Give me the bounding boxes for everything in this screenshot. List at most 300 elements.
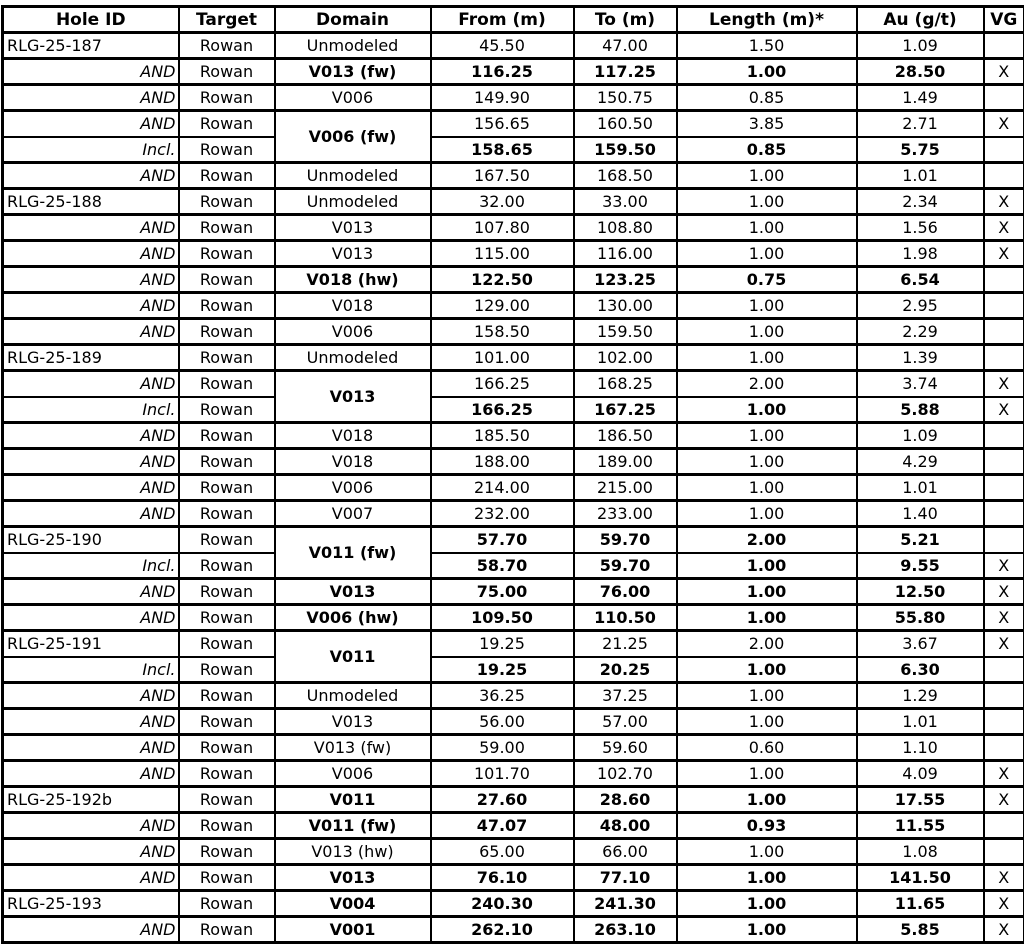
au-cell: 6.54 (857, 267, 984, 293)
target-cell: Rowan (179, 839, 275, 865)
to-cell: 233.00 (574, 501, 677, 527)
domain-cell: V006 (275, 85, 431, 111)
table-row (3, 215, 1024, 241)
au-cell: 9.55 (857, 553, 984, 579)
domain-cell: V013 (275, 709, 431, 735)
length-cell: 1.00 (677, 189, 857, 215)
from-cell: 158.65 (431, 137, 574, 163)
length-cell: 1.00 (677, 891, 857, 917)
hole-id-cell: AND (3, 761, 179, 787)
from-cell: 129.00 (431, 293, 574, 319)
to-cell: 160.50 (574, 111, 677, 137)
target-cell: Rowan (179, 553, 275, 579)
to-cell: 159.50 (574, 137, 677, 163)
au-cell: 11.55 (857, 813, 984, 839)
au-cell: 28.50 (857, 59, 984, 85)
au-cell: 5.75 (857, 137, 984, 163)
au-cell: 1.40 (857, 501, 984, 527)
vg-cell: X (984, 917, 1024, 943)
target-cell: Rowan (179, 215, 275, 241)
vg-cell (984, 735, 1024, 761)
to-cell: 59.70 (574, 527, 677, 553)
from-cell: 107.80 (431, 215, 574, 241)
target-cell: Rowan (179, 423, 275, 449)
table-header-row (3, 7, 1024, 33)
from-cell: 240.30 (431, 891, 574, 917)
to-cell: 159.50 (574, 319, 677, 345)
table-row (3, 631, 1024, 657)
length-cell: 2.00 (677, 631, 857, 657)
vg-cell (984, 449, 1024, 475)
au-cell: 1.29 (857, 683, 984, 709)
to-cell: 33.00 (574, 189, 677, 215)
vg-cell (984, 683, 1024, 709)
hole-id-cell: AND (3, 605, 179, 631)
length-cell: 1.00 (677, 865, 857, 891)
to-cell: 20.25 (574, 657, 677, 683)
vg-cell (984, 137, 1024, 163)
target-cell: Rowan (179, 475, 275, 501)
au-cell: 4.09 (857, 761, 984, 787)
to-cell: 168.25 (574, 371, 677, 397)
table-row (3, 657, 1024, 683)
from-cell: 115.00 (431, 241, 574, 267)
from-cell: 19.25 (431, 631, 574, 657)
vg-cell: X (984, 553, 1024, 579)
table-body (3, 33, 1024, 943)
table-row (3, 865, 1024, 891)
vg-cell: X (984, 891, 1024, 917)
table-row (3, 241, 1024, 267)
domain-cell: V006 (275, 319, 431, 345)
to-cell: 48.00 (574, 813, 677, 839)
from-cell: 45.50 (431, 33, 574, 59)
au-cell: 11.65 (857, 891, 984, 917)
table-row (3, 605, 1024, 631)
length-cell: 1.00 (677, 215, 857, 241)
to-cell: 215.00 (574, 475, 677, 501)
from-cell: 101.00 (431, 345, 574, 371)
to-cell: 189.00 (574, 449, 677, 475)
hole-id-cell: AND (3, 813, 179, 839)
domain-cell: Unmodeled (275, 189, 431, 215)
target-cell: Rowan (179, 449, 275, 475)
length-cell: 1.00 (677, 423, 857, 449)
au-cell: 5.85 (857, 917, 984, 943)
from-cell: 101.70 (431, 761, 574, 787)
au-cell: 1.01 (857, 709, 984, 735)
domain-cell: V013 (hw) (275, 839, 431, 865)
from-cell: 76.10 (431, 865, 574, 891)
target-cell: Rowan (179, 761, 275, 787)
target-cell: Rowan (179, 371, 275, 397)
hole-id-cell: RLG-25-192b (3, 787, 179, 813)
target-cell: Rowan (179, 891, 275, 917)
from-cell: 58.70 (431, 553, 574, 579)
domain-cell: V018 (hw) (275, 267, 431, 293)
table-row (3, 371, 1024, 397)
length-cell: 0.85 (677, 85, 857, 111)
hole-id-cell: Incl. (3, 657, 179, 683)
domain-cell: V013 (fw) (275, 59, 431, 85)
length-cell: 1.00 (677, 345, 857, 371)
from-cell: 27.60 (431, 787, 574, 813)
from-cell: 158.50 (431, 319, 574, 345)
results-table (1, 5, 1024, 944)
to-cell: 167.25 (574, 397, 677, 423)
to-cell: 47.00 (574, 33, 677, 59)
vg-cell (984, 163, 1024, 189)
au-cell: 2.29 (857, 319, 984, 345)
from-cell: 214.00 (431, 475, 574, 501)
au-cell: 2.71 (857, 111, 984, 137)
hole-id-cell: AND (3, 85, 179, 111)
au-cell: 1.01 (857, 163, 984, 189)
length-cell: 1.00 (677, 683, 857, 709)
to-cell: 168.50 (574, 163, 677, 189)
vg-cell: X (984, 397, 1024, 423)
from-cell: 167.50 (431, 163, 574, 189)
au-cell: 1.49 (857, 85, 984, 111)
column-header-vg: VG (984, 7, 1024, 33)
table-row (3, 267, 1024, 293)
vg-cell (984, 475, 1024, 501)
table-row (3, 85, 1024, 111)
domain-cell: Unmodeled (275, 163, 431, 189)
vg-cell: X (984, 215, 1024, 241)
to-cell: 130.00 (574, 293, 677, 319)
domain-cell: V013 (275, 865, 431, 891)
au-cell: 6.30 (857, 657, 984, 683)
table-row (3, 137, 1024, 163)
to-cell: 110.50 (574, 605, 677, 631)
hole-id-cell: AND (3, 267, 179, 293)
target-cell: Rowan (179, 319, 275, 345)
domain-cell: V011 (fw) (275, 813, 431, 839)
target-cell: Rowan (179, 163, 275, 189)
table-row (3, 709, 1024, 735)
au-cell: 17.55 (857, 787, 984, 813)
domain-cell: V006 (fw) (275, 111, 431, 163)
vg-cell (984, 839, 1024, 865)
from-cell: 116.25 (431, 59, 574, 85)
hole-id-cell: Incl. (3, 553, 179, 579)
target-cell: Rowan (179, 813, 275, 839)
to-cell: 102.70 (574, 761, 677, 787)
au-cell: 1.10 (857, 735, 984, 761)
hole-id-cell: AND (3, 111, 179, 137)
hole-id-cell: AND (3, 371, 179, 397)
vg-cell: X (984, 111, 1024, 137)
target-cell: Rowan (179, 527, 275, 553)
target-cell: Rowan (179, 917, 275, 943)
domain-cell: V018 (275, 293, 431, 319)
domain-cell: Unmodeled (275, 345, 431, 371)
vg-cell (984, 293, 1024, 319)
to-cell: 37.25 (574, 683, 677, 709)
vg-cell: X (984, 761, 1024, 787)
from-cell: 156.65 (431, 111, 574, 137)
target-cell: Rowan (179, 241, 275, 267)
column-header-to: To (m) (574, 7, 677, 33)
length-cell: 1.00 (677, 163, 857, 189)
vg-cell (984, 267, 1024, 293)
table-row (3, 735, 1024, 761)
length-cell: 0.75 (677, 267, 857, 293)
to-cell: 116.00 (574, 241, 677, 267)
table-row (3, 761, 1024, 787)
hole-id-cell: RLG-25-189 (3, 345, 179, 371)
target-cell: Rowan (179, 787, 275, 813)
au-cell: 5.88 (857, 397, 984, 423)
vg-cell: X (984, 865, 1024, 891)
from-cell: 122.50 (431, 267, 574, 293)
length-cell: 2.00 (677, 371, 857, 397)
hole-id-cell: RLG-25-187 (3, 33, 179, 59)
column-header-domain: Domain (275, 7, 431, 33)
from-cell: 188.00 (431, 449, 574, 475)
target-cell: Rowan (179, 657, 275, 683)
to-cell: 150.75 (574, 85, 677, 111)
table-row (3, 319, 1024, 345)
hole-id-cell: AND (3, 293, 179, 319)
au-cell: 4.29 (857, 449, 984, 475)
hole-id-cell: AND (3, 839, 179, 865)
length-cell: 1.00 (677, 319, 857, 345)
au-cell: 12.50 (857, 579, 984, 605)
vg-cell: X (984, 787, 1024, 813)
hole-id-cell: AND (3, 917, 179, 943)
domain-cell: V018 (275, 449, 431, 475)
vg-cell: X (984, 605, 1024, 631)
hole-id-cell: Incl. (3, 137, 179, 163)
to-cell: 241.30 (574, 891, 677, 917)
au-cell: 5.21 (857, 527, 984, 553)
target-cell: Rowan (179, 33, 275, 59)
target-cell: Rowan (179, 631, 275, 657)
to-cell: 102.00 (574, 345, 677, 371)
target-cell: Rowan (179, 85, 275, 111)
target-cell: Rowan (179, 579, 275, 605)
length-cell: 1.00 (677, 657, 857, 683)
hole-id-cell: AND (3, 319, 179, 345)
table-row (3, 449, 1024, 475)
domain-cell: V006 (275, 761, 431, 787)
vg-cell (984, 527, 1024, 553)
hole-id-cell: AND (3, 683, 179, 709)
domain-cell: V013 (275, 241, 431, 267)
vg-cell: X (984, 371, 1024, 397)
from-cell: 59.00 (431, 735, 574, 761)
from-cell: 109.50 (431, 605, 574, 631)
hole-id-cell: AND (3, 423, 179, 449)
domain-cell: V001 (275, 917, 431, 943)
vg-cell (984, 33, 1024, 59)
table-row (3, 59, 1024, 85)
table-row (3, 839, 1024, 865)
from-cell: 232.00 (431, 501, 574, 527)
from-cell: 75.00 (431, 579, 574, 605)
target-cell: Rowan (179, 137, 275, 163)
from-cell: 166.25 (431, 371, 574, 397)
target-cell: Rowan (179, 293, 275, 319)
vg-cell (984, 85, 1024, 111)
target-cell: Rowan (179, 735, 275, 761)
au-cell: 1.56 (857, 215, 984, 241)
vg-cell (984, 345, 1024, 371)
from-cell: 262.10 (431, 917, 574, 943)
from-cell: 65.00 (431, 839, 574, 865)
length-cell: 1.00 (677, 241, 857, 267)
table-row (3, 553, 1024, 579)
table-row (3, 163, 1024, 189)
length-cell: 1.00 (677, 605, 857, 631)
table-row (3, 111, 1024, 137)
hole-id-cell: AND (3, 709, 179, 735)
table-row (3, 787, 1024, 813)
to-cell: 59.60 (574, 735, 677, 761)
to-cell: 108.80 (574, 215, 677, 241)
hole-id-cell: AND (3, 475, 179, 501)
au-cell: 3.67 (857, 631, 984, 657)
length-cell: 2.00 (677, 527, 857, 553)
table-row (3, 189, 1024, 215)
au-cell: 55.80 (857, 605, 984, 631)
domain-cell: V013 (275, 371, 431, 423)
table-row (3, 33, 1024, 59)
to-cell: 66.00 (574, 839, 677, 865)
table-row (3, 397, 1024, 423)
to-cell: 59.70 (574, 553, 677, 579)
length-cell: 1.00 (677, 449, 857, 475)
au-cell: 141.50 (857, 865, 984, 891)
vg-cell (984, 657, 1024, 683)
target-cell: Rowan (179, 267, 275, 293)
from-cell: 149.90 (431, 85, 574, 111)
target-cell: Rowan (179, 345, 275, 371)
to-cell: 263.10 (574, 917, 677, 943)
length-cell: 1.00 (677, 709, 857, 735)
table-row (3, 813, 1024, 839)
domain-cell: V007 (275, 501, 431, 527)
length-cell: 1.00 (677, 59, 857, 85)
length-cell: 1.00 (677, 501, 857, 527)
column-header-au: Au (g/t) (857, 7, 984, 33)
length-cell: 3.85 (677, 111, 857, 137)
au-cell: 1.98 (857, 241, 984, 267)
vg-cell: X (984, 189, 1024, 215)
hole-id-cell: AND (3, 501, 179, 527)
from-cell: 47.07 (431, 813, 574, 839)
target-cell: Rowan (179, 59, 275, 85)
au-cell: 2.34 (857, 189, 984, 215)
hole-id-cell: RLG-25-188 (3, 189, 179, 215)
vg-cell (984, 709, 1024, 735)
length-cell: 1.50 (677, 33, 857, 59)
hole-id-cell: AND (3, 449, 179, 475)
domain-cell: Unmodeled (275, 683, 431, 709)
hole-id-cell: AND (3, 735, 179, 761)
vg-cell: X (984, 241, 1024, 267)
length-cell: 1.00 (677, 475, 857, 501)
au-cell: 1.09 (857, 33, 984, 59)
target-cell: Rowan (179, 501, 275, 527)
table-row (3, 683, 1024, 709)
length-cell: 1.00 (677, 579, 857, 605)
vg-cell: X (984, 631, 1024, 657)
length-cell: 1.00 (677, 839, 857, 865)
table-row (3, 423, 1024, 449)
hole-id-cell: AND (3, 579, 179, 605)
column-header-target: Target (179, 7, 275, 33)
domain-cell: V013 (fw) (275, 735, 431, 761)
vg-cell: X (984, 579, 1024, 605)
length-cell: 0.85 (677, 137, 857, 163)
domain-cell: V006 (275, 475, 431, 501)
vg-cell (984, 501, 1024, 527)
au-cell: 1.01 (857, 475, 984, 501)
from-cell: 166.25 (431, 397, 574, 423)
to-cell: 77.10 (574, 865, 677, 891)
domain-cell: V006 (hw) (275, 605, 431, 631)
table-row (3, 527, 1024, 553)
from-cell: 57.70 (431, 527, 574, 553)
target-cell: Rowan (179, 865, 275, 891)
table-row (3, 345, 1024, 371)
target-cell: Rowan (179, 709, 275, 735)
au-cell: 1.08 (857, 839, 984, 865)
from-cell: 56.00 (431, 709, 574, 735)
to-cell: 57.00 (574, 709, 677, 735)
target-cell: Rowan (179, 397, 275, 423)
vg-cell (984, 813, 1024, 839)
target-cell: Rowan (179, 683, 275, 709)
hole-id-cell: AND (3, 59, 179, 85)
hole-id-cell: RLG-25-190 (3, 527, 179, 553)
target-cell: Rowan (179, 111, 275, 137)
hole-id-cell: AND (3, 163, 179, 189)
to-cell: 28.60 (574, 787, 677, 813)
domain-cell: V018 (275, 423, 431, 449)
length-cell: 1.00 (677, 293, 857, 319)
length-cell: 1.00 (677, 917, 857, 943)
from-cell: 32.00 (431, 189, 574, 215)
target-cell: Rowan (179, 605, 275, 631)
domain-cell: V011 (275, 631, 431, 683)
hole-id-cell: AND (3, 215, 179, 241)
to-cell: 117.25 (574, 59, 677, 85)
table-row (3, 293, 1024, 319)
from-cell: 185.50 (431, 423, 574, 449)
to-cell: 123.25 (574, 267, 677, 293)
from-cell: 36.25 (431, 683, 574, 709)
to-cell: 76.00 (574, 579, 677, 605)
to-cell: 186.50 (574, 423, 677, 449)
au-cell: 1.39 (857, 345, 984, 371)
length-cell: 1.00 (677, 761, 857, 787)
column-header-from: From (m) (431, 7, 574, 33)
au-cell: 1.09 (857, 423, 984, 449)
column-header-hole: Hole ID (3, 7, 179, 33)
table-row (3, 579, 1024, 605)
length-cell: 0.93 (677, 813, 857, 839)
length-cell: 1.00 (677, 553, 857, 579)
hole-id-cell: Incl. (3, 397, 179, 423)
table-row (3, 891, 1024, 917)
length-cell: 1.00 (677, 397, 857, 423)
au-cell: 2.95 (857, 293, 984, 319)
to-cell: 21.25 (574, 631, 677, 657)
